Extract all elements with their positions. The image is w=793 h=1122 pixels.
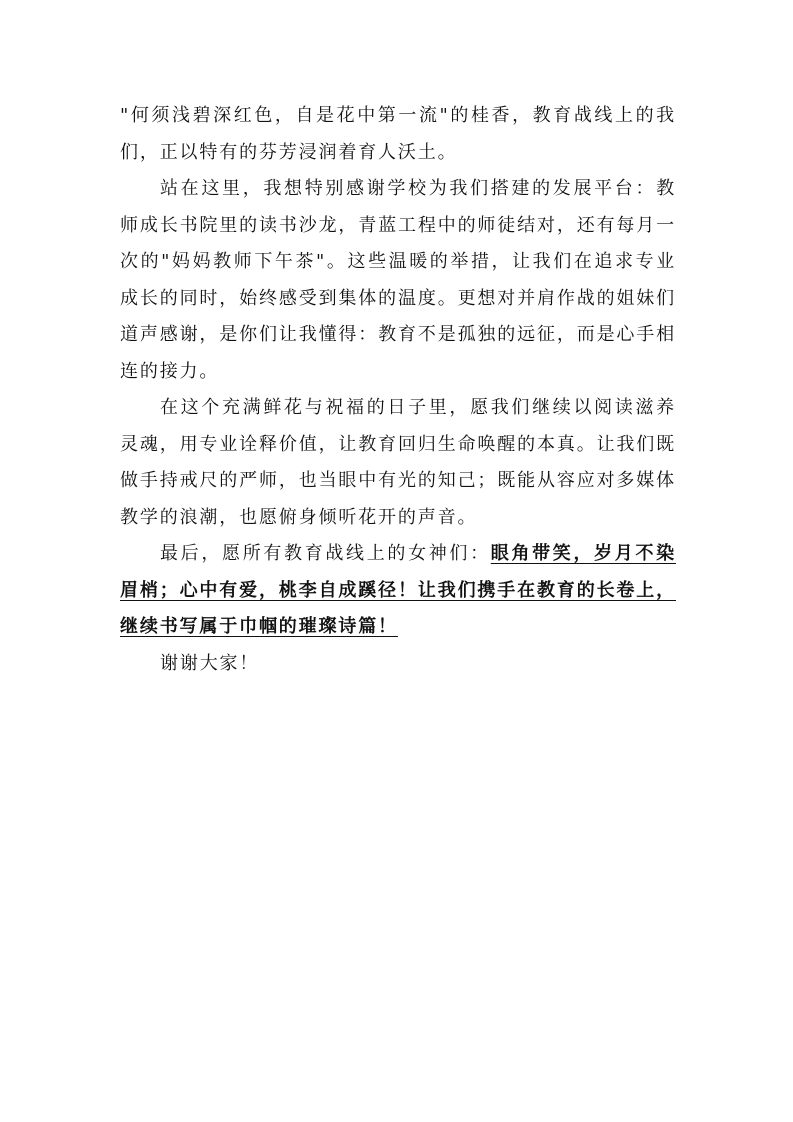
closing-emphasis-text: 眼角带笑，岁月不染眉梢；心中有爱，桃李自成蹊径！让我们携手在教育的长卷上，继续书写属于巾帼的璀璨诗篇！ — [120, 543, 676, 637]
paragraph-wishes: 在这个充满鲜花与祝福的日子里，愿我们继续以阅读滋养灵魂，用专业诠释价值，让教育回归生命唤醒的本真。让我们既做手持戒尺的严师，也当眼中有光的知己；既能从容应对多媒体教学的浪潮，也愿俯身倾听花开的声音。 — [120, 397, 676, 528]
paragraph-thanks: 站在这里，我想特别感谢学校为我们搭建的发展平台：教师成长书院里的读书沙龙，青蓝工程中的师徒结对，还有每月一次的"妈妈教师下午茶"。这些温暖的举措，让我们在追求专业成长的同时，始终感受到集体的温度。更想对并肩作战的姐妹们道声感谢，是你们让我懂得：教育不是孤独的远征，而是心手相连的接力。 — [120, 178, 676, 382]
paragraph-thank-you: 谢谢大家！ — [160, 652, 260, 674]
paragraph-osmanthus: "何须浅碧深红色，自是花中第一流"的桂香，教育战线上的我们，正以特有的芬芳浸润着育人沃土。 — [120, 105, 676, 163]
document-body — [120, 98, 676, 682]
paragraph-closing — [120, 536, 676, 646]
closing-lead-text: 最后，愿所有教育战线上的女神们： — [160, 543, 491, 564]
